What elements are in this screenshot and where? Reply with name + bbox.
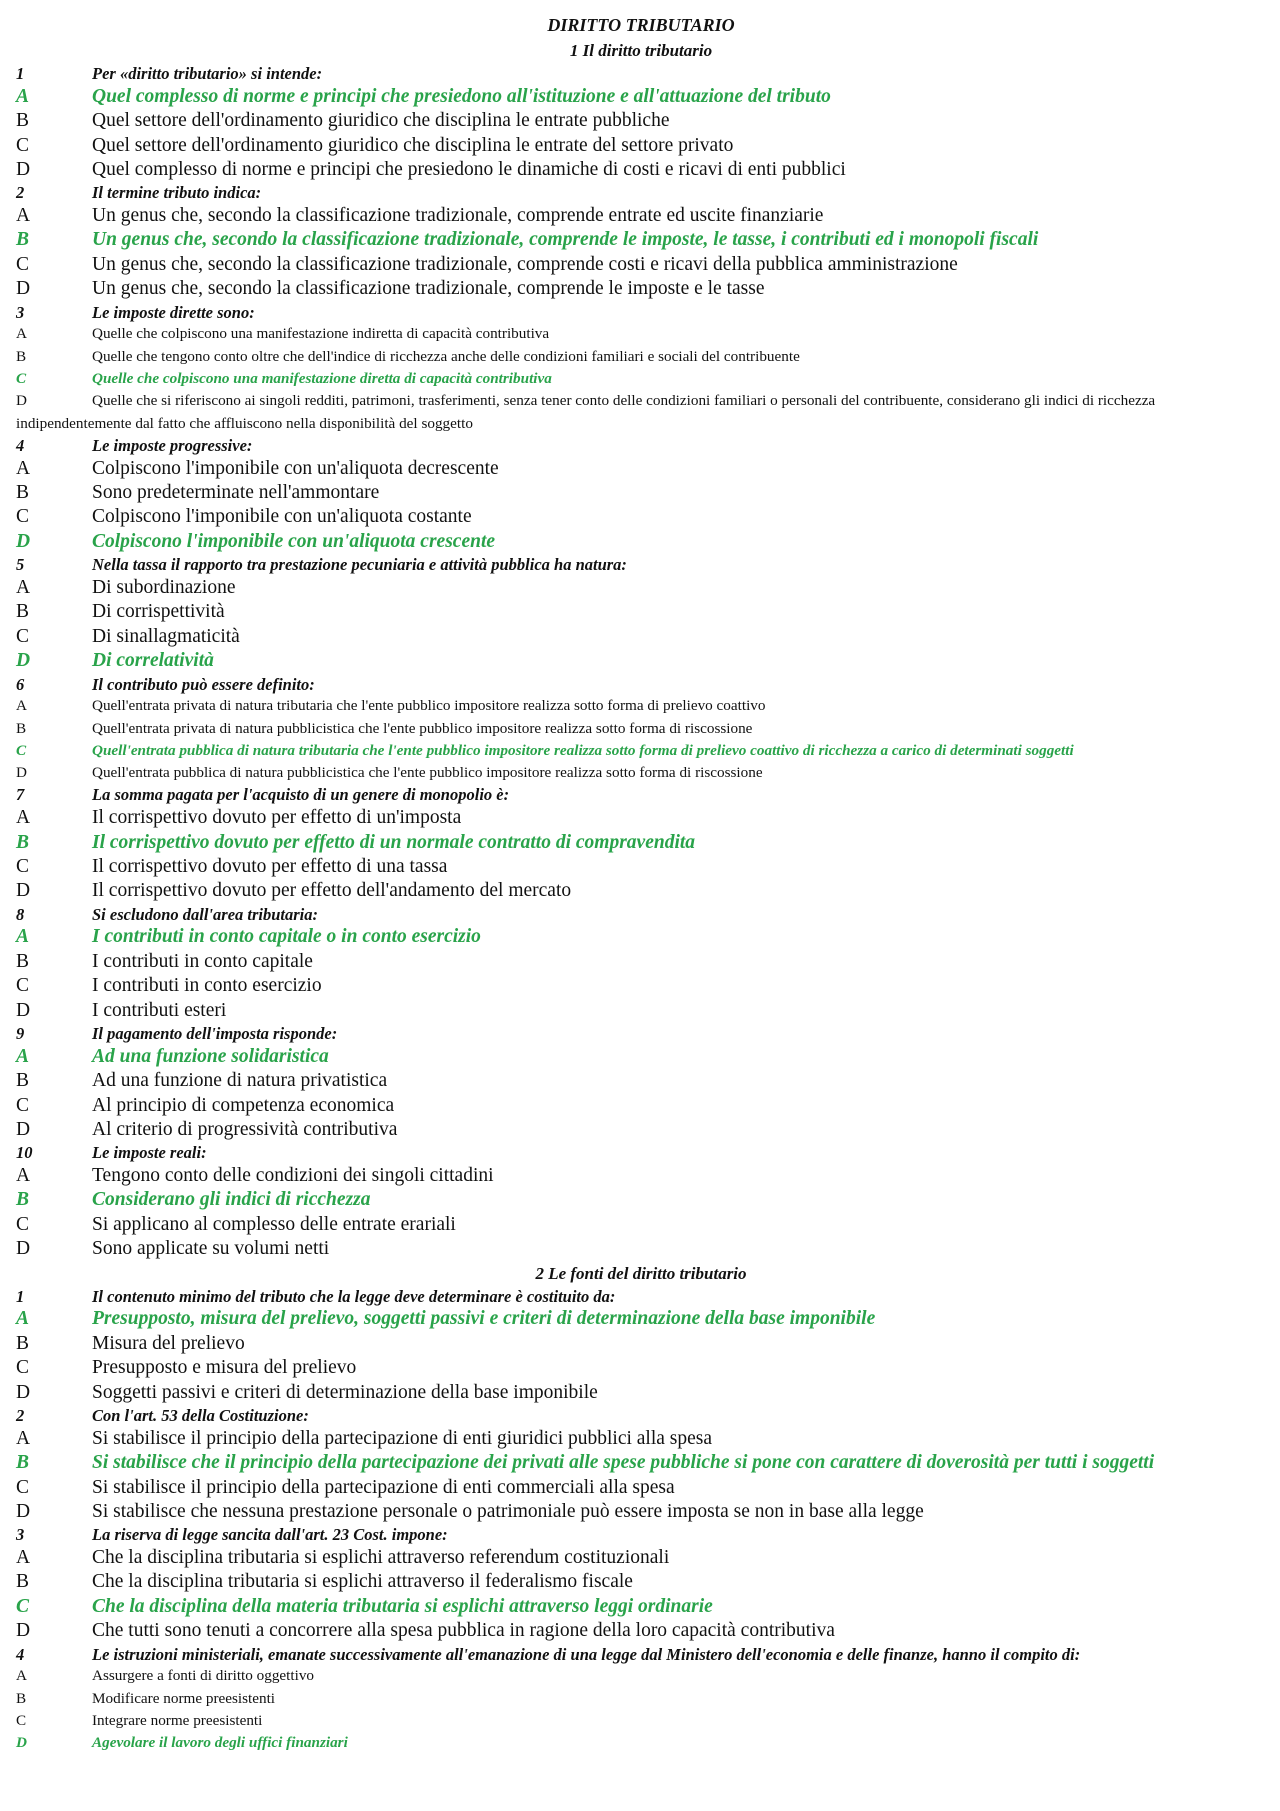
option-text: Che la disciplina tributaria si esplichi attraverso il federalismo fiscale	[92, 1571, 633, 1593]
option-letter: D	[16, 880, 31, 902]
question-row	[16, 182, 1266, 204]
option-text: Sono predeterminate nell'ammontare	[92, 481, 380, 503]
answer-option	[16, 481, 1266, 505]
answer-option-correct	[16, 925, 1266, 949]
option-letter: B	[16, 1452, 30, 1474]
question-text: Le imposte dirette sono:	[92, 302, 255, 322]
quiz-content	[16, 39, 1266, 1755]
option-letter: D	[16, 530, 31, 552]
answer-option	[16, 1094, 1266, 1118]
option-text: Si stabilisce che nessuna prestazione personale o patrimoniale può essere imposta se non in base alla legge	[92, 1500, 924, 1522]
option-text: Quelle che si riferiscono ai singoli redditi, patrimoni, trasferimenti, senza tener conto delle condizioni familiari o personali del contribuente, considerano gli indici di ricchezza indipendentemente dal fatto che affluiscono nella disponibilità del soggetto	[16, 392, 1156, 432]
option-letter: B	[16, 950, 30, 972]
section-title: 1 Il diritto tributario	[569, 41, 713, 60]
option-text: Quel settore dell'ordinamento giuridico che disciplina le entrate pubbliche	[92, 110, 670, 132]
question-row	[16, 302, 1266, 324]
option-letter: B	[16, 831, 30, 853]
answer-option-correct	[16, 740, 1266, 762]
option-text: I contributi in conto capitale o in conto esercizio	[92, 926, 481, 948]
question-text: Le imposte reali:	[92, 1143, 207, 1163]
answer-option	[16, 762, 1266, 784]
option-text: Misura del prelievo	[92, 1332, 245, 1354]
question-row	[16, 674, 1266, 696]
option-text: Sono applicate su volumi netti	[92, 1238, 330, 1260]
question-text: Le istruzioni ministeriali, emanate successivamente all'emanazione di una legge dal Ministero dell'economia e delle finanze, hanno il compito di:	[92, 1644, 1081, 1664]
question-row	[16, 435, 1266, 457]
option-letter: B	[16, 1571, 30, 1593]
option-text: Quell'entrata privata di natura pubblicistica che l'ente pubblico impositore realizza sotto forma di riscossione	[92, 719, 753, 737]
answer-option	[16, 1688, 1266, 1710]
option-text: Un genus che, secondo la classificazione tradizionale, comprende le imposte, le tasse, i contributi ed i monopoli fiscali	[92, 229, 1039, 251]
answer-option-correct	[16, 85, 1266, 109]
question-number: 4	[16, 1644, 25, 1664]
option-text: Si applicano al complesso delle entrate erariali	[92, 1213, 456, 1235]
option-text: Quell'entrata privata di natura tributaria che l'ente pubblico impositore realizza sotto forma di prelievo coattivo	[92, 697, 766, 715]
question-row	[16, 63, 1266, 85]
document-title: DIRITTO TRIBUTARIO	[547, 15, 735, 35]
option-letter: C	[16, 975, 30, 997]
option-text: Il corrispettivo dovuto per effetto dell'andamento del mercato	[92, 880, 572, 902]
answer-option-correct	[16, 1045, 1266, 1069]
option-letter: D	[16, 1734, 27, 1752]
option-letter: D	[16, 650, 31, 672]
option-letter: C	[16, 1094, 30, 1116]
option-text: Quel complesso di norme e principi che presiedono all'istituzione e all'attuazione del tributo	[92, 85, 831, 107]
answer-option	[16, 109, 1266, 133]
option-letter: A	[16, 1308, 30, 1330]
option-letter: D	[16, 1381, 31, 1403]
option-letter: B	[16, 719, 27, 737]
answer-option	[16, 1356, 1266, 1380]
option-letter: C	[16, 1595, 30, 1617]
answer-option	[16, 695, 1266, 717]
answer-option-correct	[16, 649, 1266, 673]
option-letter: C	[16, 134, 30, 156]
answer-option	[16, 323, 1266, 345]
option-text: Quelle che colpiscono una manifestazione indiretta di capacità contributiva	[92, 325, 550, 343]
option-text: Tengono conto delle condizioni dei singoli cittadini	[92, 1165, 494, 1187]
answer-option-correct	[16, 530, 1266, 554]
answer-option	[16, 1381, 1266, 1405]
option-letter: B	[16, 110, 30, 132]
option-letter: C	[16, 1357, 30, 1379]
option-text: Si stabilisce il principio della partecipazione di enti commerciali alla spesa	[92, 1476, 675, 1498]
answer-option	[16, 390, 1266, 435]
answer-option	[16, 277, 1266, 301]
option-letter: A	[16, 1045, 30, 1067]
option-letter: D	[16, 1238, 31, 1260]
question-number: 2	[16, 183, 25, 203]
option-letter: D	[16, 278, 31, 300]
option-text: Agevolare il lavoro degli uffici finanziari	[92, 1734, 348, 1752]
answer-option	[16, 1332, 1266, 1356]
question-number: 4	[16, 435, 25, 455]
option-text: Che la disciplina della materia tributaria si esplichi attraverso leggi ordinarie	[92, 1595, 713, 1617]
answer-option	[16, 134, 1266, 158]
option-letter: B	[16, 1189, 30, 1211]
answer-option	[16, 1665, 1266, 1687]
question-row	[16, 1644, 1266, 1666]
answer-option	[16, 1427, 1266, 1451]
answer-option-correct	[16, 1732, 1266, 1754]
option-letter: B	[16, 347, 27, 365]
option-letter: B	[16, 229, 30, 251]
question-number: 3	[16, 302, 25, 322]
question-number: 9	[16, 1024, 25, 1044]
answer-option	[16, 1069, 1266, 1093]
option-text: I contributi in conto esercizio	[92, 975, 322, 997]
option-text: Colpiscono l'imponibile con un'aliquota crescente	[92, 530, 496, 552]
answer-option-correct	[16, 228, 1266, 252]
answer-option-correct	[16, 368, 1266, 390]
answer-option	[16, 1476, 1266, 1500]
option-letter: A	[16, 457, 31, 479]
option-text: Quelle che colpiscono una manifestazione diretta di capacità contributiva	[92, 369, 552, 387]
option-letter: A	[16, 325, 27, 343]
answer-option	[16, 625, 1266, 649]
answer-option-correct	[16, 831, 1266, 855]
answer-option	[16, 1500, 1266, 1524]
option-text: Quell'entrata pubblica di natura tributaria che l'ente pubblico impositore realizza sotto forma di prelievo coattivo di ricchezza a carico di determinati soggetti	[92, 741, 1074, 759]
question-text: Il contributo può essere definito:	[92, 674, 315, 694]
option-text: Un genus che, secondo la classificazione tradizionale, comprende costi e ricavi della pubblica amministrazione	[92, 253, 958, 275]
question-text: Con l'art. 53 della Costituzione:	[92, 1406, 309, 1426]
option-letter: A	[16, 1165, 31, 1187]
option-letter: A	[16, 807, 31, 829]
answer-option	[16, 999, 1266, 1023]
answer-option	[16, 974, 1266, 998]
option-text: Che la disciplina tributaria si esplichi attraverso referendum costituzionali	[92, 1547, 670, 1569]
option-text: Di subordinazione	[92, 576, 236, 598]
question-number: 7	[16, 785, 25, 805]
option-letter: C	[16, 253, 30, 275]
answer-option	[16, 1237, 1266, 1261]
option-letter: C	[16, 625, 30, 647]
question-row	[16, 1023, 1266, 1045]
option-text: Si stabilisce che il principio della partecipazione dei privati alle spese pubbliche si pone con carattere di doverosità per tutti i soggetti	[92, 1452, 1155, 1474]
question-text: Si escludono dall'area tributaria:	[92, 904, 318, 924]
option-text: Un genus che, secondo la classificazione tradizionale, comprende entrate ed uscite finanziarie	[92, 205, 824, 227]
question-row	[16, 1524, 1266, 1546]
answer-option	[16, 879, 1266, 903]
option-text: Un genus che, secondo la classificazione tradizionale, comprende le imposte e le tasse	[92, 278, 765, 300]
option-text: Il corrispettivo dovuto per effetto di un normale contratto di compravendita	[92, 831, 696, 853]
option-letter: A	[16, 205, 31, 227]
option-text: Di sinallagmaticità	[92, 625, 240, 647]
question-number: 6	[16, 674, 25, 694]
question-text: La somma pagata per l'acquisto di un genere di monopolio è:	[92, 785, 510, 805]
answer-option	[16, 1570, 1266, 1594]
question-number: 1	[16, 64, 25, 83]
option-text: Quel settore dell'ordinamento giuridico che disciplina le entrate del settore privato	[92, 134, 734, 156]
option-text: I contributi esteri	[92, 999, 227, 1021]
option-text: Quell'entrata pubblica di natura pubblicistica che l'ente pubblico impositore realizza sotto forma di riscossione	[92, 764, 763, 782]
option-letter: C	[16, 855, 30, 877]
option-letter: D	[16, 1118, 31, 1140]
option-letter: B	[16, 1689, 27, 1707]
option-letter: A	[16, 85, 30, 107]
option-text: Il corrispettivo dovuto per effetto di una tassa	[92, 855, 448, 877]
option-letter: B	[16, 601, 30, 623]
option-text: Presupposto, misura del prelievo, soggetti passivi e criteri di determinazione della base imponibile	[92, 1308, 876, 1330]
answer-option	[16, 158, 1266, 182]
option-text: Il corrispettivo dovuto per effetto di un'imposta	[92, 807, 462, 829]
option-letter: A	[16, 1427, 31, 1449]
answer-option	[16, 600, 1266, 624]
option-letter: D	[16, 158, 31, 180]
option-letter: A	[16, 576, 31, 598]
option-letter: B	[16, 1070, 30, 1092]
option-letter: A	[16, 1547, 31, 1569]
option-text: Ad una funzione di natura privatistica	[92, 1070, 388, 1092]
option-letter: C	[16, 741, 27, 759]
answer-option	[16, 950, 1266, 974]
question-number: 8	[16, 904, 25, 924]
option-text: Che tutti sono tenuti a concorrere alla spesa pubblica in ragione della loro capacità contributiva	[92, 1620, 835, 1642]
option-letter: A	[16, 926, 30, 948]
option-letter: A	[16, 1667, 27, 1685]
option-letter: D	[16, 392, 27, 410]
answer-option	[16, 204, 1266, 228]
option-text: Presupposto e misura del prelievo	[92, 1357, 357, 1379]
question-row	[16, 1405, 1266, 1427]
option-text: Al criterio di progressività contributiva	[92, 1118, 398, 1140]
option-text: Modificare norme preesistenti	[92, 1689, 276, 1707]
answer-option-correct	[16, 1188, 1266, 1212]
question-text: Per «diritto tributario» si intende:	[92, 64, 323, 83]
option-letter: D	[16, 999, 31, 1021]
option-text: Di corrispettività	[92, 601, 225, 623]
question-row	[16, 904, 1266, 926]
option-text: Quelle che tengono conto oltre che dell'indice di ricchezza anche delle condizioni familiari e sociali del contribuente	[92, 347, 800, 365]
question-text: Il pagamento dell'imposta risponde:	[92, 1024, 338, 1044]
option-text: Considerano gli indici di ricchezza	[92, 1189, 371, 1211]
option-text: Ad una funzione solidaristica	[92, 1045, 329, 1067]
answer-option	[16, 576, 1266, 600]
answer-option	[16, 1164, 1266, 1188]
question-row	[16, 554, 1266, 576]
option-letter: D	[16, 764, 27, 782]
answer-option	[16, 1546, 1266, 1570]
question-number: 3	[16, 1525, 25, 1545]
answer-option	[16, 806, 1266, 830]
answer-option-correct	[16, 1307, 1266, 1331]
question-number: 2	[16, 1406, 25, 1426]
option-letter: C	[16, 506, 30, 528]
option-text: Colpiscono l'imponibile con un'aliquota decrescente	[92, 457, 499, 479]
section-title: 2 Le fonti del diritto tributario	[535, 1263, 747, 1283]
question-number: 10	[16, 1143, 33, 1163]
answer-option	[16, 253, 1266, 277]
answer-option	[16, 346, 1266, 368]
option-text: Colpiscono l'imponibile con un'aliquota costante	[92, 506, 472, 528]
option-text: I contributi in conto capitale	[92, 950, 313, 972]
question-row	[16, 1142, 1266, 1164]
option-letter: B	[16, 1332, 30, 1354]
option-letter: A	[16, 697, 27, 715]
question-text: Le imposte progressive:	[92, 435, 253, 455]
answer-option	[16, 457, 1266, 481]
answer-option-correct	[16, 1451, 1266, 1475]
answer-option	[16, 1619, 1266, 1643]
option-text: Quel complesso di norme e principi che presiedono le dinamiche di costi e ricavi di enti pubblici	[92, 158, 846, 180]
answer-option-correct	[16, 1595, 1266, 1619]
question-row	[16, 1286, 1266, 1308]
option-text: Soggetti passivi e criteri di determinazione della base imponibile	[92, 1381, 598, 1403]
answer-option	[16, 855, 1266, 879]
answer-option	[16, 505, 1266, 529]
option-text: Di correlatività	[92, 650, 214, 672]
question-text: Il termine tributo indica:	[92, 183, 262, 203]
answer-option	[16, 1710, 1266, 1732]
answer-option	[16, 1118, 1266, 1142]
question-row	[16, 784, 1266, 806]
option-letter: C	[16, 1476, 30, 1498]
option-text: Integrare norme preesistenti	[92, 1711, 263, 1729]
option-text: Al principio di competenza economica	[92, 1094, 395, 1116]
option-text: Assurgere a fonti di diritto oggettivo	[92, 1667, 315, 1685]
question-text: La riserva di legge sancita dall'art. 23 Cost. impone:	[92, 1525, 448, 1545]
option-letter: C	[16, 1711, 27, 1729]
option-text: Si stabilisce il principio della partecipazione di enti giuridici pubblici alla spesa	[92, 1427, 713, 1449]
option-letter: B	[16, 481, 30, 503]
option-letter: D	[16, 1620, 31, 1642]
question-text: Il contenuto minimo del tributo che la legge deve determinare è costituito da:	[92, 1286, 616, 1306]
option-letter: C	[16, 1213, 30, 1235]
question-number: 1	[16, 1286, 25, 1306]
option-letter: C	[16, 369, 27, 387]
question-number: 5	[16, 555, 25, 575]
question-text: Nella tassa il rapporto tra prestazione pecuniaria e attività pubblica ha natura:	[92, 555, 627, 575]
option-letter: D	[16, 1500, 31, 1522]
answer-option	[16, 1213, 1266, 1237]
answer-option	[16, 718, 1266, 740]
